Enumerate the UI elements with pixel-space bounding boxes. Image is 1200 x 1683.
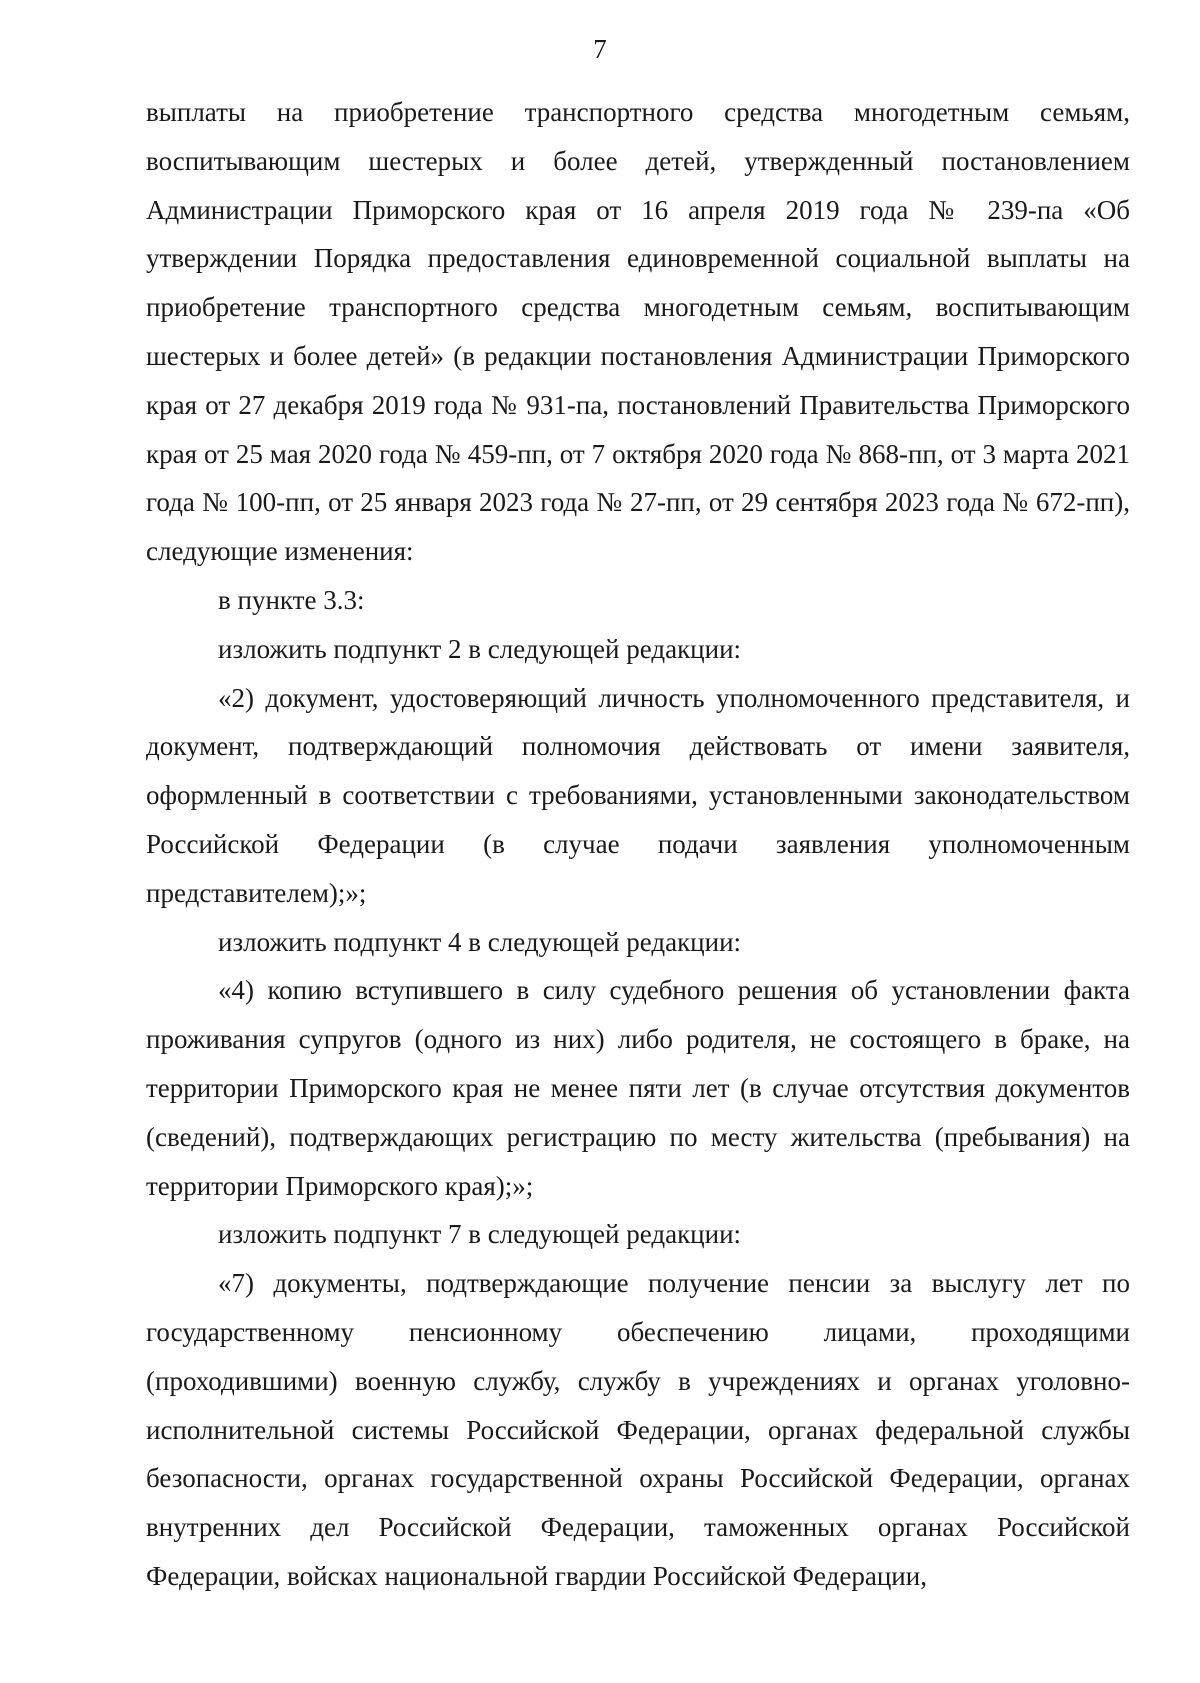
paragraph-subpoint-7-heading: изложить подпункт 7 в следующей редакции: — [218, 1219, 742, 1250]
paragraph-subpoint-2-heading: изложить подпункт 2 в следующей редакции: — [218, 633, 742, 664]
paragraph-subpoint-2-text: «2) документ, удостоверяющий личность уполномоченного представителя, и документ, подтверждающий полномочия действовать от имени заявителя, оформленный в соответствии с требованиями, установленными законодательством Российской Федерации (в случае подачи заявления уполномоченным представителем);»; — [146, 682, 1130, 908]
page-number: 7 — [593, 34, 607, 64]
paragraph-subpoint-7-text: «7) документы, подтверждающие получение пенсии за выслугу лет по государственному пенсионному обеспечению лицами, проходящими (проходившими) военную службу, службу в учреждениях и органах уголовно-исполнительной системы Российской Федерации, органах федеральной службы безопасности, органах государственной охраны Российской Федерации, органах внутренних дел Российской Федерации, таможенных органах Российской Федерации, войсках национальной гвардии Российской Федерации, — [146, 1268, 1130, 1591]
paragraph-subpoint-4-heading: изложить подпункт 4 в следующей редакции: — [218, 926, 742, 957]
document-body — [146, 88, 1130, 1601]
paragraph-amendment-intro: выплаты на приобретение транспортного средства многодетным семьям, воспитывающим шестерых и более детей, утвержденный постановлением Администрации Приморского края от 16 апреля 2019 года № 239-па «Об утверждении Порядка предоставления единовременной социальной выплаты на приобретение транспортного средства многодетным семьям, воспитывающим шестерых и более детей» (в редакции постановления Администрации Приморского края от 27 декабря 2019 года № 931-па, постановлений Правительства Приморского края от 25 мая 2020 года № 459-пп, от 7 октября 2020 года № 868-пп, от 3 марта 2021 года № 100-пп, от 25 января 2023 года № 27-пп, от 29 сентября 2023 года № 672-пп), следующие изменения: — [146, 97, 1130, 567]
paragraph-point-3-3: в пункте 3.3: — [218, 584, 365, 615]
paragraph-subpoint-4-text: «4) копию вступившего в силу судебного решения об установлении факта проживания супругов (одного из них) либо родителя, не состоящего в браке, на территории Приморского края не менее пяти лет (в случае отсутствия документов (сведений), подтверждающих регистрацию по месту жительства (пребывания) на территории Приморского края);»; — [146, 975, 1130, 1201]
